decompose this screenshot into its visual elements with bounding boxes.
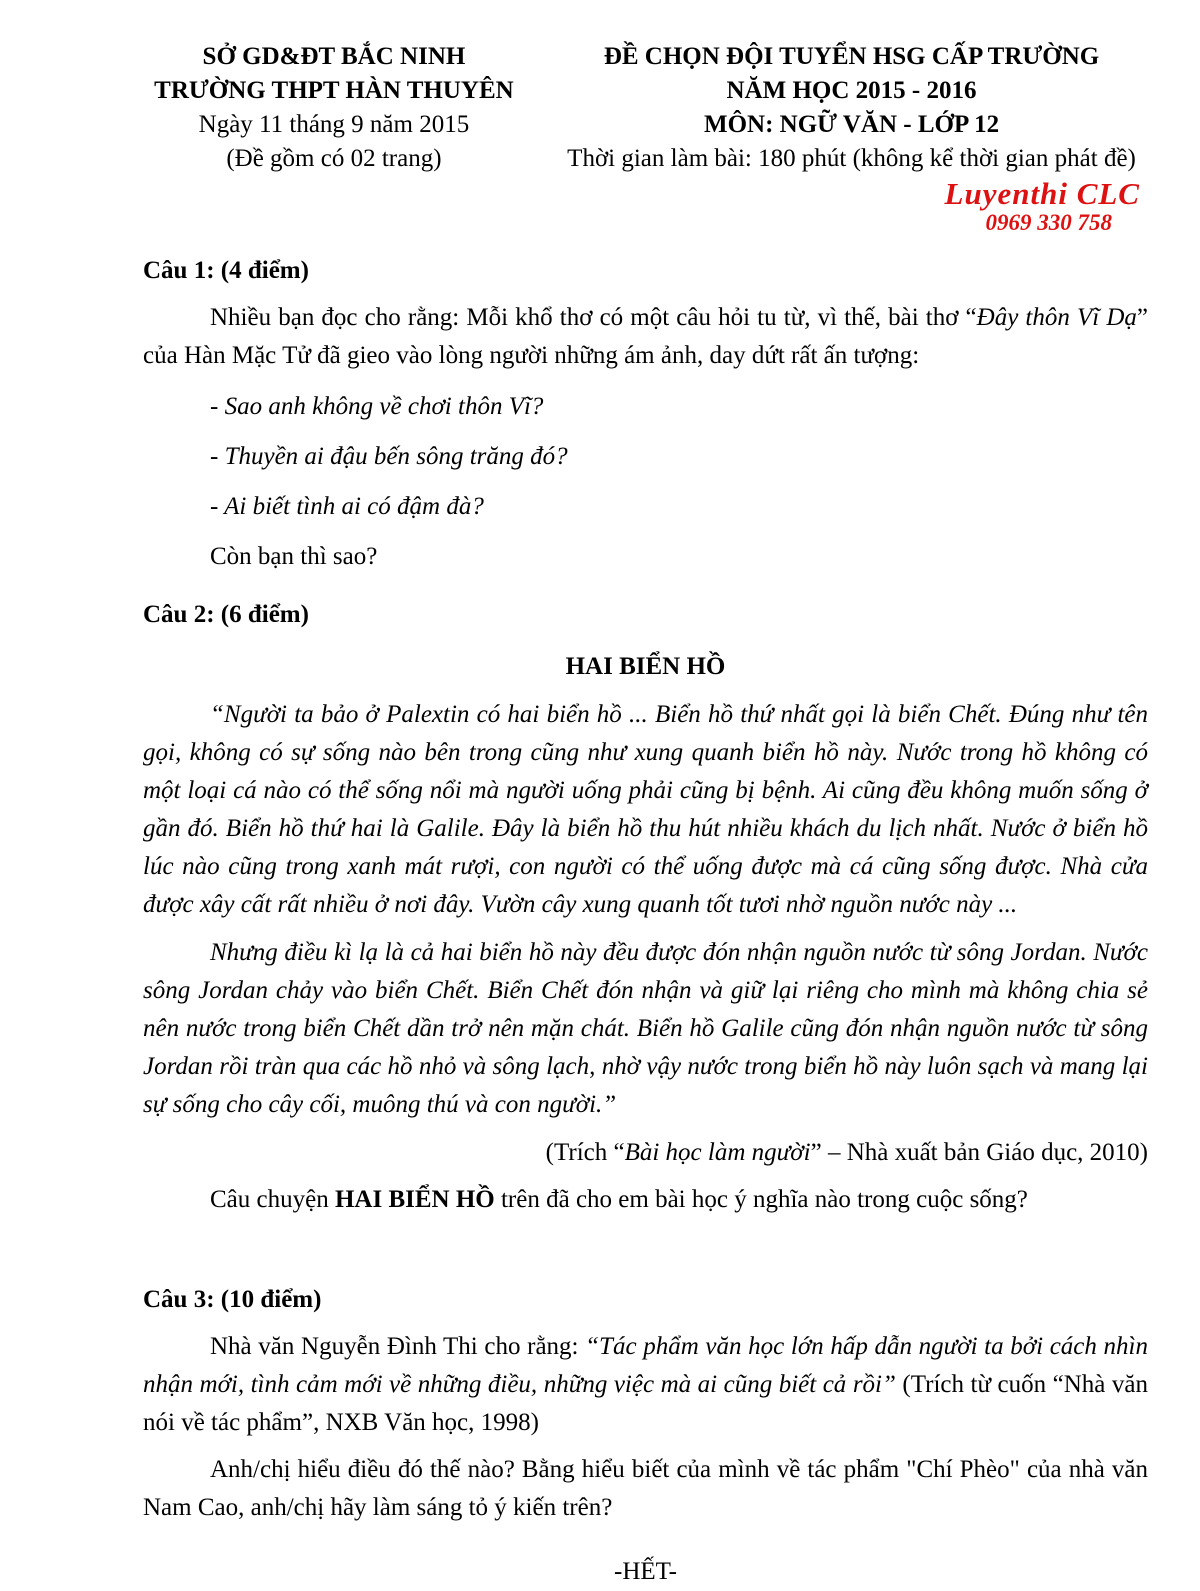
header-school-block <box>143 40 525 176</box>
question1-intro <box>143 299 1148 375</box>
story-title: HAI BIỂN HỒ <box>565 652 726 680</box>
verse-line-2: - Thuyền ai đậu bến sông trăng đó? <box>210 442 568 470</box>
question1-intro-before: Nhiều bạn đọc cho rằng: Mỗi khổ thơ có một câu hỏi tu từ, vì thế, bài thơ “ <box>210 303 977 331</box>
story-paragraph-2: Nhưng điều kì lạ là cả hai biển hồ này đều được đón nhận nguồn nước từ sông Jordan. Nước sông Jordan chảy vào biển Chết. Biển Chết đón nhận và giữ lại riêng cho mình mà không chia sẻ nên nước trong biển Chết dần trở nên mặn chát. Biển hồ Galile cũng đón nhận nguồn nước từ sông Jordan rồi tràn qua các hồ nhỏ và sông lạch, nhờ vậy nước trong biển hồ này luôn sạch và mang lại sự sống cho cây cối, muông thú và con người.” <box>143 938 1148 1118</box>
subject-line: MÔN: NGỮ VĂN - LỚP 12 <box>703 111 1000 138</box>
citation-before: (Trích “ <box>545 1138 625 1166</box>
question2-task-after: trên đã cho em bài học ý nghĩa nào trong cuộc sống? <box>494 1185 1028 1213</box>
logo-phone-number: 0969 330 758 <box>985 209 1112 235</box>
exam-date: Ngày 11 tháng 9 năm 2015 <box>198 111 470 138</box>
end-mark: -HẾT- <box>614 1557 677 1585</box>
question2-task-before: Câu chuyện <box>210 1185 335 1213</box>
question2-task-story-name: HAI BIỂN HỒ <box>334 1185 495 1213</box>
question1-heading: Câu 1: (4 điểm) <box>143 256 309 284</box>
exam-title: ĐỀ CHỌN ĐỘI TUYỂN HSG CẤP TRƯỜNG <box>603 43 1100 70</box>
question3-quote: “Tác phẩm văn học lớn hấp dẫn người ta bởi cách nhìn nhận mới, tình cảm mới về những điều, những việc mà ai cũng biết cả rồi” <box>143 1332 1148 1398</box>
page-count-note: (Đề gồm có 02 trang) <box>226 145 442 172</box>
question2-heading: Câu 2: (6 điểm) <box>143 600 309 628</box>
question3-heading: Câu 3: (10 điểm) <box>143 1285 322 1313</box>
luyenthi-clc-logo <box>555 178 1148 234</box>
story-paragraph-1: “Người ta bảo ở Palextin có hai biển hồ ... Biển hồ thứ nhất gọi là biển Chết. Đúng như tên gọi, không có sự sống nào bên trong cũng như xung quanh biển hồ này. Nước trong hồ không có một loại cá nào có thể sống nổi mà người uống phải cũng bị bệnh. Ai cũng đều không muốn sống ở gần đó. Biển hồ thứ hai là Galile. Đây là biển hồ thu hút nhiều khách du lịch nhất. Nước ở biển hồ lúc nào cũng trong xanh mát rượi, con người có thể uống được mà cá cũng sống được. Nhà cửa được xây cất rất nhiều ở nơi đây. Vườn cây xung quanh tốt tươi nhờ nguồn nước này ... <box>143 700 1148 918</box>
citation-after: ” – Nhà xuất bản Giáo dục, 2010) <box>810 1138 1148 1166</box>
header <box>143 40 1148 234</box>
story-citation <box>143 1134 1148 1172</box>
department-name: SỞ GD&ĐT BẮC NINH <box>202 43 466 70</box>
verse-line-1: - Sao anh không về chơi thôn Vĩ? <box>210 392 544 420</box>
question3-quote-intro: Nhà văn Nguyễn Đình Thi cho rằng: <box>210 1332 586 1360</box>
header-exam-block <box>555 40 1148 234</box>
school-year: NĂM HỌC 2015 - 2016 <box>726 77 977 104</box>
question3-quote-source: (Trích từ cuốn “Nhà văn nói về tác phẩm”, NXB Văn học, 1998) <box>143 1370 1148 1436</box>
poem-title: Đây thôn Vĩ Dạ <box>976 303 1137 331</box>
question3-task: Anh/chị hiểu điều đó thế nào? Bằng hiểu biết của mình về tác phẩm "Chí Phèo" của nhà văn Nam Cao, anh/chị hãy làm sáng tỏ ý kiến trên? <box>143 1455 1148 1521</box>
school-name: TRƯỜNG THPT HÀN THUYÊN <box>154 77 514 104</box>
question1-intro-after: ” của Hàn Mặc Tử đã gieo vào lòng người những ám ảnh, day dứt rất ấn tượng: <box>143 303 1148 369</box>
verse-line-3: - Ai biết tình ai có đậm đà? <box>210 492 484 520</box>
question1-closing: Còn bạn thì sao? <box>210 542 378 570</box>
question3-quote-paragraph <box>143 1328 1148 1442</box>
logo-brand-text: Luyenthi CLC <box>944 176 1140 211</box>
citation-book-title: Bài học làm người <box>624 1138 811 1166</box>
question2-task <box>143 1181 1148 1219</box>
duration-line: Thời gian làm bài: 180 phút (không kể thời gian phát đề) <box>567 145 1136 172</box>
